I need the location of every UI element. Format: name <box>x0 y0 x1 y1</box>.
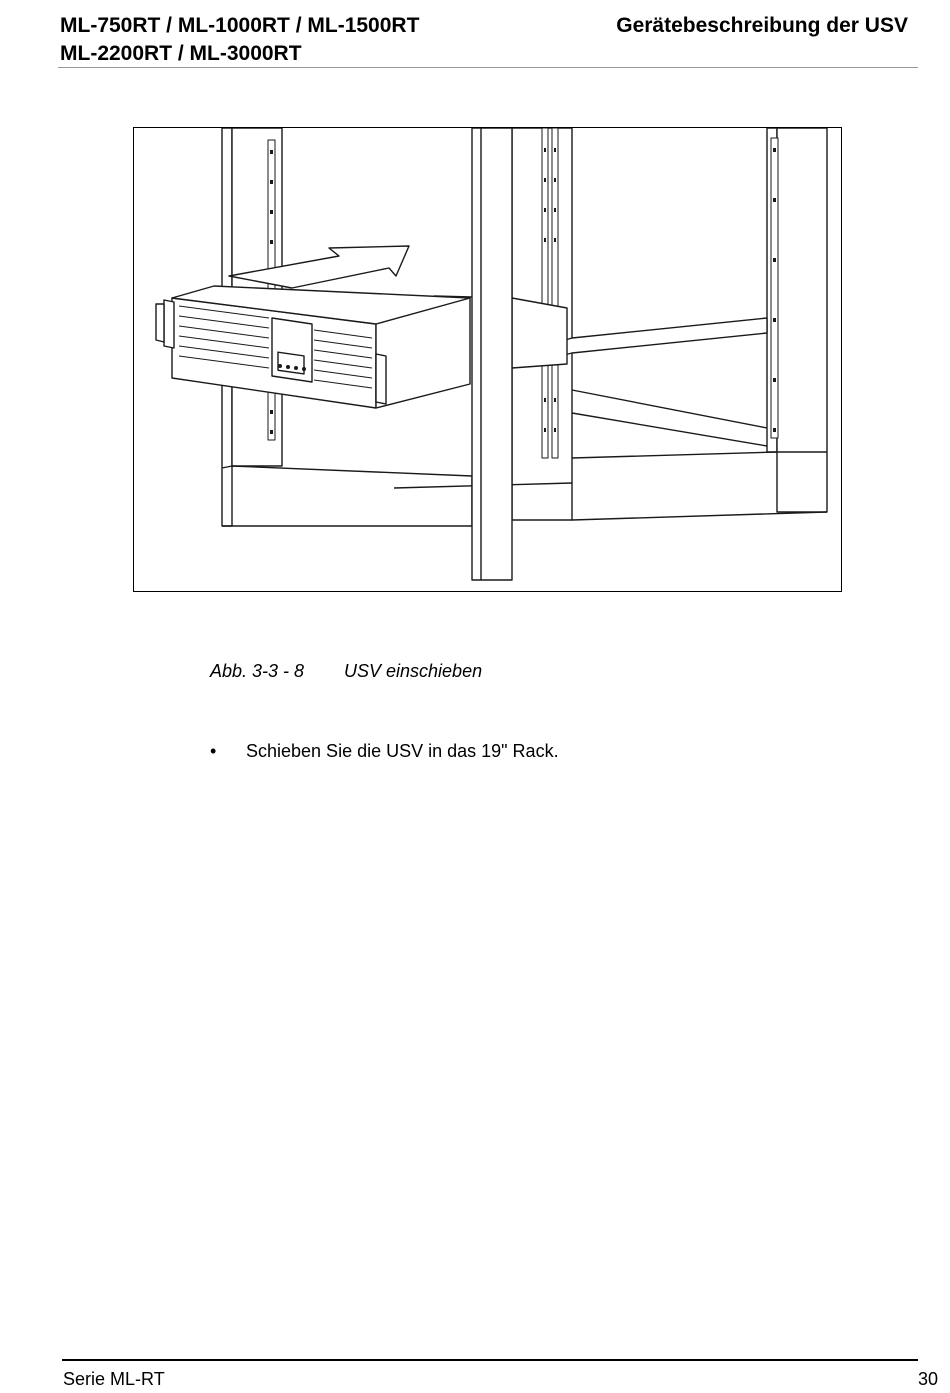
header-models-line2: ML-2200RT / ML-3000RT <box>60 42 302 65</box>
footer-series: Serie ML-RT <box>63 1369 165 1389</box>
figure-caption <box>210 660 482 682</box>
bullet-icon: • <box>210 741 217 761</box>
section-title: Gerätebeschreibung der USV <box>616 14 908 37</box>
figure-caption-number: Abb. 3-3 - 8 <box>210 661 305 681</box>
header-divider <box>58 67 918 68</box>
footer-divider <box>62 1359 918 1361</box>
ups-rack-illustration-icon <box>134 128 841 591</box>
instruction-text: Schieben Sie die USV in das 19" Rack. <box>246 741 559 761</box>
instruction-list-item <box>210 740 559 762</box>
figure-caption-text: USV einschieben <box>344 661 483 681</box>
figure-frame <box>133 127 842 592</box>
header-models-line1: ML-750RT / ML-1000RT / ML-1500RT <box>60 14 420 37</box>
header-models <box>60 12 419 68</box>
page-number: 30 <box>917 1369 938 1389</box>
